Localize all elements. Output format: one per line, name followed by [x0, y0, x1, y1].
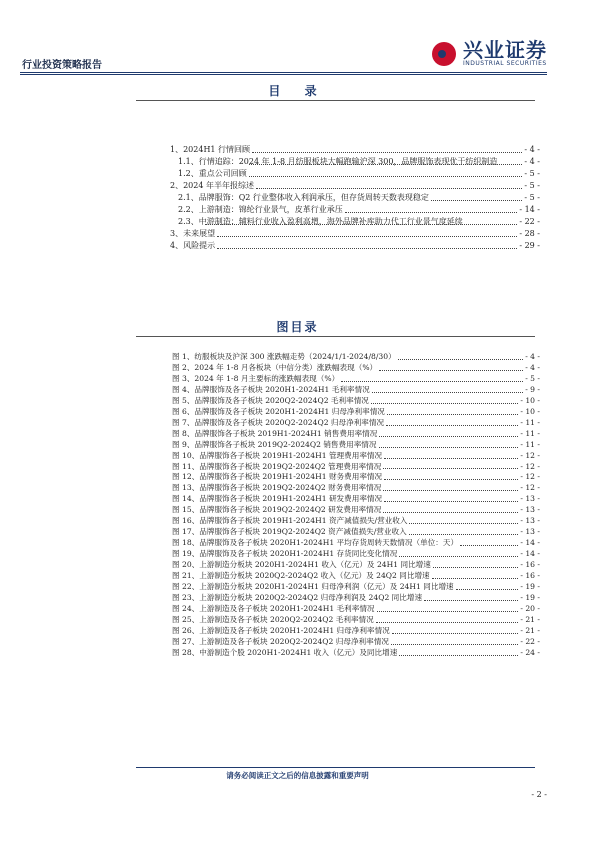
figure-title: 图 17、品牌服饰各子板块 2019Q2-2024Q2 资产减值损失/营业收入	[172, 527, 407, 537]
figure-page: - 20 -	[520, 603, 540, 613]
figure-title: 图 16、品牌服饰各子板块 2019H1-2024H1 资产减值损失/营业收入	[172, 516, 408, 526]
toc-item[interactable]: 4、风险提示 - 29 -	[170, 241, 540, 250]
figures-title: 图目录	[276, 320, 319, 334]
figure-list-item[interactable]	[172, 407, 540, 418]
figure-page: - 12 -	[520, 483, 540, 493]
figure-title: 图 13、品牌服饰各子板块 2019Q2-2024Q2 财务费用率情况	[172, 483, 382, 493]
figure-page: - 13 -	[520, 516, 540, 526]
figure-page: - 13 -	[520, 494, 540, 504]
figure-list-item[interactable]	[172, 418, 540, 429]
toc-list	[170, 144, 540, 252]
logo-name-cn: 兴业证券	[463, 38, 547, 62]
figure-page: - 24 -	[520, 647, 540, 657]
figure-list-item[interactable]	[172, 549, 540, 560]
figure-page: - 19 -	[520, 582, 540, 592]
figure-title: 图 15、品牌服饰各子板块 2019Q2-2024Q2 研发费用率情况	[172, 505, 382, 515]
toc-item[interactable]: 2、2024 年半年报综述 - 5 -	[170, 181, 540, 190]
figure-title: 图 3、2024 年 1-8 月主要标的涨跌幅表现（%）	[172, 373, 340, 383]
figure-page: - 19 -	[520, 592, 540, 602]
figure-page: - 5 -	[525, 373, 540, 383]
figure-page: - 4 -	[525, 362, 540, 372]
figure-list-item[interactable]	[172, 505, 540, 516]
figure-title: 图 22、上游制造分板块 2020H1-2024H1 归母净利润（亿元）及 24H1 同比增速	[172, 582, 454, 592]
figures-title-rule	[136, 336, 535, 337]
figure-title: 图 24、上游制造及各子板块 2020H1-2024H1 毛利率情况	[172, 603, 375, 613]
figure-title: 图 28、中游制造个股 2020H1-2024H1 收入（亿元）及同比增速	[172, 647, 398, 657]
figure-list-item[interactable]	[172, 604, 540, 615]
header-divider	[20, 72, 547, 73]
figure-title: 图 20、上游制造分板块 2020H1-2024H1 收入（亿元）及 24H1 同比增速	[172, 560, 431, 570]
toc-item[interactable]: 2.2、上游制造：锦纶行业景气，皮革行业承压 - 14 -	[178, 205, 540, 214]
figure-page: - 12 -	[520, 450, 540, 460]
toc-item[interactable]: 1.2、重点公司回顾 - 5 -	[178, 169, 540, 178]
logo-name-en: INDUSTRIAL SECURITIES	[463, 60, 547, 67]
figure-page: - 4 -	[525, 352, 540, 361]
figure-list-item[interactable]	[172, 593, 540, 604]
figure-list-item[interactable]	[172, 385, 540, 396]
figure-list-item[interactable]	[172, 462, 540, 473]
company-logo	[431, 40, 547, 67]
toc-title-rule	[136, 100, 535, 101]
figure-list-item[interactable]	[172, 429, 540, 440]
figure-list-item[interactable]	[172, 615, 540, 626]
figure-page: - 11 -	[520, 428, 540, 438]
figure-list-item[interactable]	[172, 560, 540, 571]
figure-page: - 10 -	[520, 395, 540, 405]
figure-list-item[interactable]	[172, 483, 540, 494]
disclosure-note: 请务必阅读正文之后的信息披露和重要声明	[226, 771, 369, 780]
figure-page: - 13 -	[520, 505, 540, 515]
figure-list-item[interactable]	[172, 440, 540, 451]
figure-list-item[interactable]	[172, 538, 540, 549]
figure-title: 图 8、品牌服饰各子板块 2019H1-2024H1 销售费用率情况	[172, 428, 378, 438]
figure-page: - 12 -	[520, 461, 540, 471]
figure-list-item[interactable]	[172, 352, 540, 363]
report-type-label: 行业投资策略报告	[22, 60, 102, 71]
figure-title: 图 11、品牌服饰各子板块 2019Q2-2024Q2 管理费用率情况	[172, 461, 382, 471]
figure-list-item[interactable]	[172, 516, 540, 527]
figure-page: - 12 -	[520, 472, 540, 482]
figure-list-item[interactable]	[172, 571, 540, 582]
figure-page: - 14 -	[520, 549, 540, 559]
header-divider-thin	[20, 74, 547, 75]
toc-item[interactable]: 2.1、品牌服饰：Q2 行业整体收入利润承压，但存货周转天数表现稳定 - 5 -	[178, 193, 540, 202]
figure-list-item[interactable]	[172, 582, 540, 593]
figure-title: 图 2、2024 年 1-8 月各板块（中信分类）涨跌幅表现（%）	[172, 362, 378, 372]
toc-title: 目 录	[268, 84, 327, 98]
toc-item-page[interactable]: - 22 -	[170, 216, 540, 228]
figure-list-item[interactable]	[172, 472, 540, 483]
figure-title: 图 10、品牌服饰各子板块 2019H1-2024H1 管理费用率情况	[172, 450, 383, 460]
figure-page: - 21 -	[520, 614, 540, 624]
figure-title: 图 14、品牌服饰各子板块 2019H1-2024H1 研发费用率情况	[172, 494, 383, 504]
page-number: - 2 -	[531, 790, 547, 799]
figure-list-item[interactable]	[172, 451, 540, 462]
figure-list-item[interactable]	[172, 374, 540, 385]
toc-item[interactable]: 2.3、中游制造：辅料行业收入盈利高增，海外品牌补库助力代工行业景气度延续	[178, 217, 463, 226]
figure-title: 图 9、品牌服饰各子板块 2019Q2-2024Q2 销售费用率情况	[172, 439, 377, 449]
figure-title: 图 1、纺服板块及沪深 300 涨跌幅走势（2024/1/1-2024/8/30）	[172, 352, 396, 361]
figure-title: 图 25、上游制造及各子板块 2020Q2-2024Q2 毛利率情况	[172, 614, 374, 624]
figure-list-item[interactable]	[172, 494, 540, 505]
figure-page: - 16 -	[520, 571, 540, 581]
footer-divider	[136, 767, 535, 768]
toc-item-page[interactable]: - 4 -	[170, 156, 540, 168]
figure-page: - 11 -	[520, 439, 540, 449]
figure-list-item[interactable]	[172, 648, 540, 659]
logo-mark-icon	[431, 41, 457, 67]
figure-title: 图 27、上游制造及各子板块 2020Q2-2024Q2 归母净利率情况	[172, 636, 389, 646]
figure-list-item[interactable]	[172, 637, 540, 648]
figure-title: 图 18、品牌服饰及各子板块 2020H1-2024H1 平均存货周转天数情况（单位：天）	[172, 538, 459, 548]
toc-item[interactable]: 3、未来展望 - 28 -	[170, 229, 540, 238]
figure-title: 图 12、品牌服饰各子板块 2019H1-2024H1 财务费用率情况	[172, 472, 383, 482]
figure-page: - 10 -	[520, 406, 540, 416]
figure-title: 图 6、品牌服饰及各子板块 2020H1-2024H1 归母净利率情况	[172, 406, 385, 416]
figure-page: - 9 -	[525, 384, 540, 394]
figure-title: 图 26、上游制造及各子板块 2020H1-2024H1 归母净利率情况	[172, 625, 390, 635]
figure-list	[172, 352, 540, 659]
figure-page: - 13 -	[520, 527, 540, 537]
figure-title: 图 21、上游制造分板块 2020Q2-2024Q2 收入（亿元）及 24Q2 同比增速	[172, 571, 430, 581]
figure-title: 图 5、品牌服饰及各子板块 2020Q2-2024Q2 毛利率情况	[172, 395, 369, 405]
figure-list-item[interactable]	[172, 363, 540, 374]
toc-item[interactable]: 1.1、行情追踪：2024 年 1-8 月纺服板块大幅跑输沪深 300，品牌服饰表现优于纺织制造	[178, 157, 498, 166]
figure-page: - 16 -	[520, 560, 540, 570]
figure-title: 图 4、品牌服饰及各子板块 2020H1-2024H1 毛利率情况	[172, 384, 370, 394]
figure-page: - 11 -	[520, 417, 540, 427]
toc-item[interactable]: 1、2024H1 行情回顾 - 4 -	[170, 145, 540, 154]
figure-list-item[interactable]	[172, 527, 540, 538]
figure-page: - 22 -	[520, 636, 540, 646]
figure-title: 图 19、品牌服饰及各子板块 2020H1-2024H1 存货同比变化情况	[172, 549, 398, 559]
figure-list-item[interactable]	[172, 626, 540, 637]
figure-title: 图 23、上游制造分板块 2020Q2-2024Q2 归母净利润及 24Q2 同比增速	[172, 592, 423, 602]
figure-page: - 21 -	[520, 625, 540, 635]
figure-title: 图 7、品牌服饰及各子板块 2020Q2-2024Q2 归母净利率情况	[172, 417, 385, 427]
figure-list-item[interactable]	[172, 396, 540, 407]
figure-page: - 14 -	[520, 538, 540, 548]
